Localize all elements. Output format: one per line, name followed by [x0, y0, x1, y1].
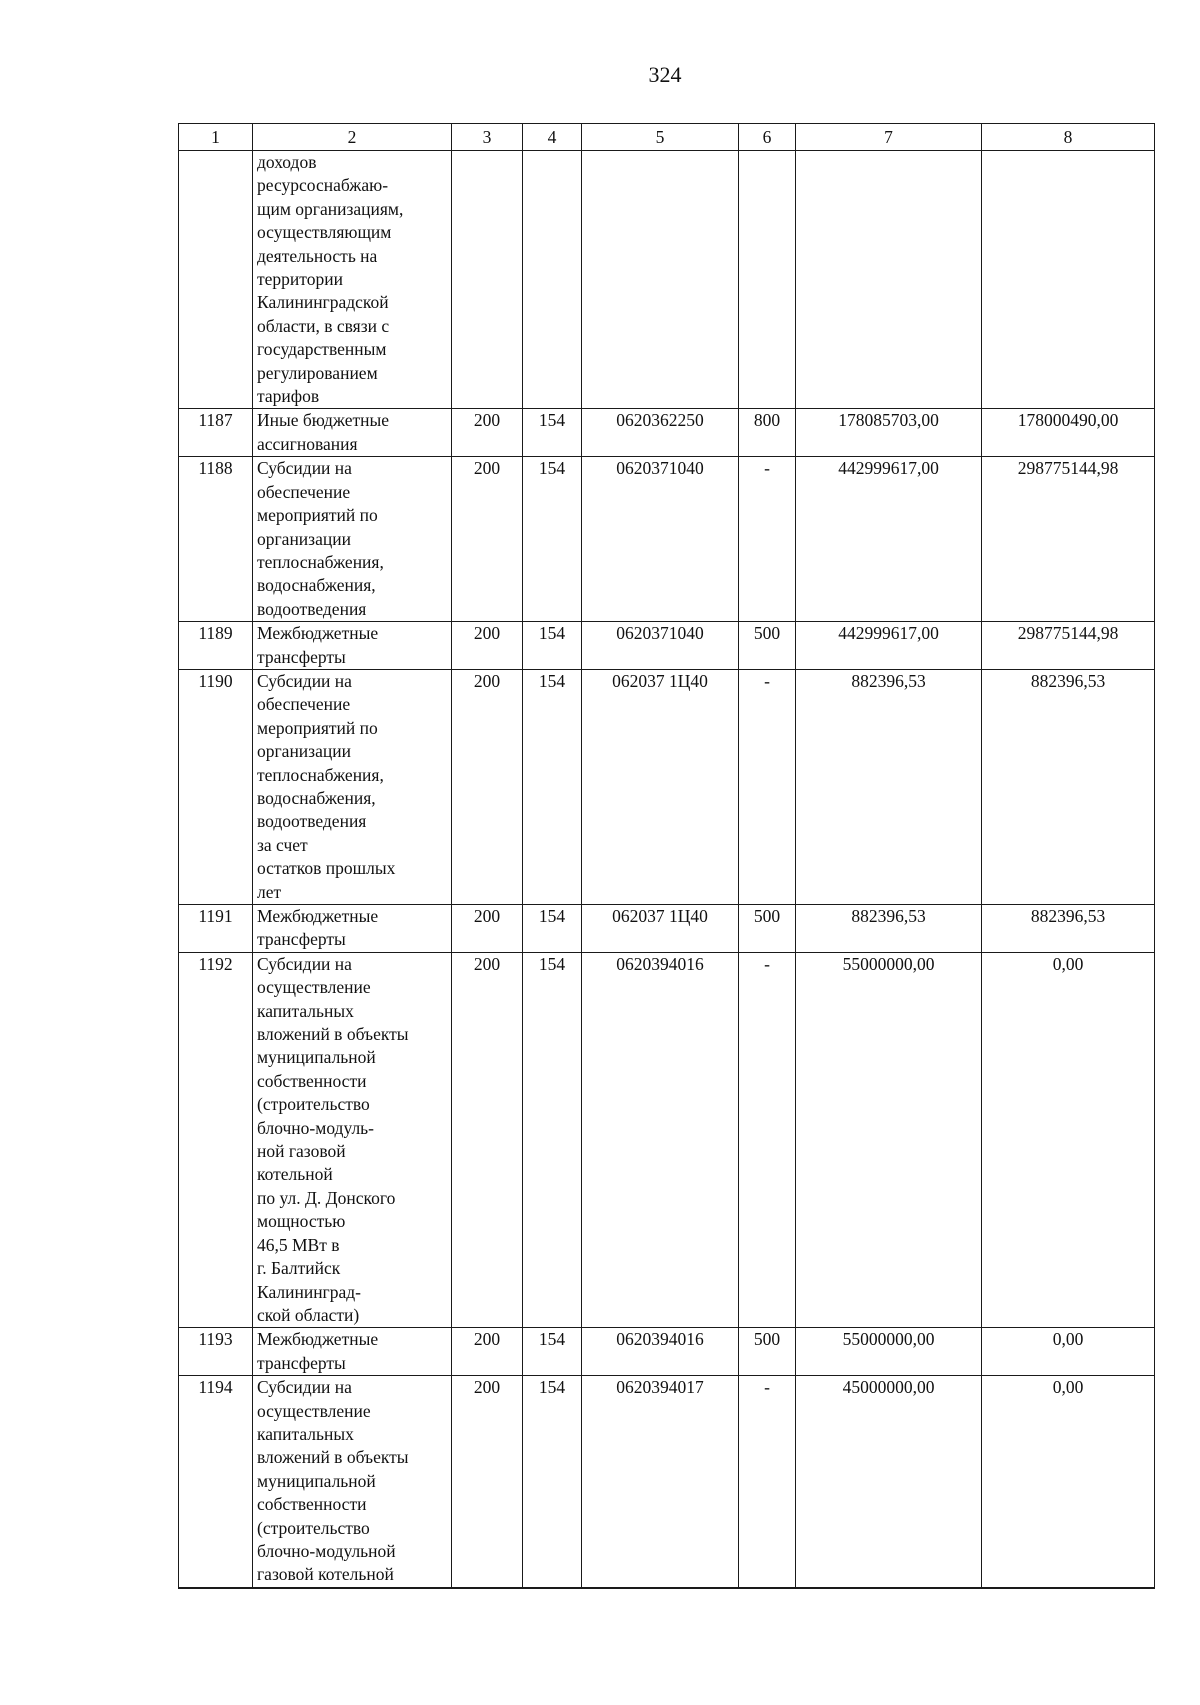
row-number-cell: 1188 — [179, 457, 253, 622]
table-row — [179, 457, 1155, 622]
description-line: трансферты — [257, 929, 346, 950]
column-header: 2 — [253, 124, 452, 151]
amount-actual-cell: 882396,53 — [982, 669, 1155, 904]
description-line: регулированием — [257, 362, 378, 383]
description-line: Субсидии на — [257, 1377, 352, 1398]
column-header: 5 — [582, 124, 739, 151]
description-line: ной газовой — [257, 1141, 346, 1162]
budget-table — [178, 123, 1155, 1589]
description-line: мощностью — [257, 1211, 346, 1232]
amount-actual-cell: 178000490,00 — [982, 409, 1155, 457]
row-number-cell: 1194 — [179, 1376, 253, 1588]
target-article-cell: 0620394016 — [582, 1328, 739, 1376]
description-line: вложений в объекты — [257, 1024, 409, 1045]
description-line: Иные бюджетные — [257, 410, 390, 431]
code-cell-4: 154 — [523, 622, 582, 670]
code-cell-4: 154 — [523, 409, 582, 457]
target-article-cell — [582, 151, 739, 409]
description-line: Субсидии на — [257, 953, 352, 974]
expense-type-cell: - — [739, 669, 796, 904]
description-line: обеспечение — [257, 694, 351, 715]
description-line: Субсидии на — [257, 670, 352, 691]
description-line: газовой котельной — [257, 1564, 394, 1585]
description-cell — [253, 905, 452, 953]
code-cell-4: 154 — [523, 669, 582, 904]
column-header: 4 — [523, 124, 582, 151]
amount-actual-cell: 298775144,98 — [982, 622, 1155, 670]
code-cell-4: 154 — [523, 457, 582, 622]
target-article-cell: 062037 1Ц40 — [582, 905, 739, 953]
table-header-row — [179, 124, 1155, 151]
code-cell-3: 200 — [452, 669, 523, 904]
description-line: области, в связи с — [257, 315, 390, 336]
description-line: мероприятий по — [257, 505, 378, 526]
description-line: водоснабжения, — [257, 787, 376, 808]
description-line: государственным — [257, 339, 387, 360]
description-line: капитальных — [257, 1423, 354, 1444]
row-number-cell: 1192 — [179, 952, 253, 1328]
amount-plan-cell: 882396,53 — [796, 905, 982, 953]
description-line: (строительство — [257, 1094, 370, 1115]
code-cell-4: 154 — [523, 1328, 582, 1376]
amount-actual-cell — [982, 151, 1155, 409]
column-header: 1 — [179, 124, 253, 151]
code-cell-4: 154 — [523, 952, 582, 1328]
description-line: Калининград- — [257, 1281, 361, 1302]
column-header: 7 — [796, 124, 982, 151]
description-line: организации — [257, 741, 351, 762]
description-line: ассигнования — [257, 433, 358, 454]
description-line: территории — [257, 269, 343, 290]
table-row — [179, 409, 1155, 457]
expense-type-cell: 500 — [739, 905, 796, 953]
code-cell-3: 200 — [452, 1328, 523, 1376]
description-line: капитальных — [257, 1000, 354, 1021]
description-cell — [253, 622, 452, 670]
amount-plan-cell: 55000000,00 — [796, 952, 982, 1328]
amount-actual-cell: 0,00 — [982, 1376, 1155, 1588]
description-line: водоотведения — [257, 598, 367, 619]
description-line: Межбюджетные — [257, 623, 379, 644]
description-line: собственности — [257, 1494, 367, 1515]
description-line: теплоснабжения, — [257, 764, 384, 785]
description-line: ресурсоснабжаю- — [257, 175, 389, 196]
column-header: 3 — [452, 124, 523, 151]
column-header: 8 — [982, 124, 1155, 151]
description-cell — [253, 409, 452, 457]
description-cell — [253, 151, 452, 409]
description-line: 46,5 МВт в — [257, 1234, 340, 1255]
code-cell-3: 200 — [452, 622, 523, 670]
description-line: Межбюджетные — [257, 1329, 379, 1350]
description-cell — [253, 457, 452, 622]
description-line: водоотведения — [257, 811, 367, 832]
description-line: тарифов — [257, 386, 320, 407]
amount-plan-cell: 55000000,00 — [796, 1328, 982, 1376]
row-number-cell: 1193 — [179, 1328, 253, 1376]
description-cell — [253, 1328, 452, 1376]
amount-plan-cell: 178085703,00 — [796, 409, 982, 457]
page-number: 324 — [648, 62, 682, 87]
code-cell-3: 200 — [452, 457, 523, 622]
table-row — [179, 952, 1155, 1328]
description-line: котельной — [257, 1164, 333, 1185]
table-row — [179, 622, 1155, 670]
row-number-cell: 1189 — [179, 622, 253, 670]
table-body — [179, 151, 1155, 1588]
code-cell-4: 154 — [523, 905, 582, 953]
description-line: блочно-модульной — [257, 1540, 396, 1561]
description-line: за счет — [257, 834, 308, 855]
code-cell-3: 200 — [452, 952, 523, 1328]
description-line: вложений в объекты — [257, 1447, 409, 1468]
row-number-cell: 1190 — [179, 669, 253, 904]
table-row — [179, 669, 1155, 904]
row-number-cell: 1191 — [179, 905, 253, 953]
description-line: остатков прошлых — [257, 858, 396, 879]
description-line: Субсидии на — [257, 458, 352, 479]
amount-actual-cell: 0,00 — [982, 952, 1155, 1328]
description-line: г. Балтийск — [257, 1258, 341, 1279]
description-cell — [253, 1376, 452, 1588]
expense-type-cell: 500 — [739, 622, 796, 670]
code-cell-4 — [523, 151, 582, 409]
code-cell-3 — [452, 151, 523, 409]
row-number-cell: 1187 — [179, 409, 253, 457]
description-line: собственности — [257, 1070, 367, 1091]
expense-type-cell — [739, 151, 796, 409]
description-line: Калининградской — [257, 292, 389, 313]
description-line: лет — [257, 881, 282, 902]
target-article-cell: 062037 1Ц40 — [582, 669, 739, 904]
description-line: (строительство — [257, 1517, 370, 1538]
expense-type-cell: 800 — [739, 409, 796, 457]
table-row — [179, 151, 1155, 409]
description-line: осуществляющим — [257, 222, 392, 243]
description-line: щим организациям, — [257, 198, 404, 219]
description-line: осуществление — [257, 1400, 371, 1421]
expense-type-cell: - — [739, 457, 796, 622]
description-cell — [253, 669, 452, 904]
table-row — [179, 1376, 1155, 1588]
expense-type-cell: - — [739, 952, 796, 1328]
amount-plan-cell — [796, 151, 982, 409]
target-article-cell: 0620371040 — [582, 622, 739, 670]
table-row — [179, 1328, 1155, 1376]
description-line: Межбюджетные — [257, 906, 379, 926]
amount-plan-cell: 442999617,00 — [796, 457, 982, 622]
description-line: обеспечение — [257, 481, 351, 502]
amount-actual-cell: 298775144,98 — [982, 457, 1155, 622]
expense-type-cell: - — [739, 1376, 796, 1588]
amount-plan-cell: 45000000,00 — [796, 1376, 982, 1588]
description-line: деятельность на — [257, 245, 378, 266]
table-row — [179, 905, 1155, 953]
code-cell-3: 200 — [452, 1376, 523, 1588]
description-line: теплоснабжения, — [257, 551, 384, 572]
amount-actual-cell: 0,00 — [982, 1328, 1155, 1376]
column-header: 6 — [739, 124, 796, 151]
row-number-cell — [179, 151, 253, 409]
target-article-cell: 0620394017 — [582, 1376, 739, 1588]
amount-plan-cell: 442999617,00 — [796, 622, 982, 670]
target-article-cell: 0620394016 — [582, 952, 739, 1328]
description-line: доходов — [257, 152, 317, 172]
code-cell-3: 200 — [452, 409, 523, 457]
description-line: осуществление — [257, 977, 371, 998]
expense-type-cell: 500 — [739, 1328, 796, 1376]
code-cell-4: 154 — [523, 1376, 582, 1588]
target-article-cell: 0620371040 — [582, 457, 739, 622]
description-line: трансферты — [257, 646, 346, 667]
code-cell-3: 200 — [452, 905, 523, 953]
description-line: мероприятий по — [257, 717, 378, 738]
amount-plan-cell: 882396,53 — [796, 669, 982, 904]
description-line: водоснабжения, — [257, 575, 376, 596]
amount-actual-cell: 882396,53 — [982, 905, 1155, 953]
description-line: организации — [257, 528, 351, 549]
description-line: муниципальной — [257, 1470, 376, 1491]
description-cell — [253, 952, 452, 1328]
description-line: муниципальной — [257, 1047, 376, 1068]
description-line: блочно-модуль- — [257, 1117, 374, 1138]
description-line: ской области) — [257, 1304, 360, 1325]
description-line: по ул. Д. Донского — [257, 1187, 396, 1208]
target-article-cell: 0620362250 — [582, 409, 739, 457]
description-line: трансферты — [257, 1352, 346, 1373]
